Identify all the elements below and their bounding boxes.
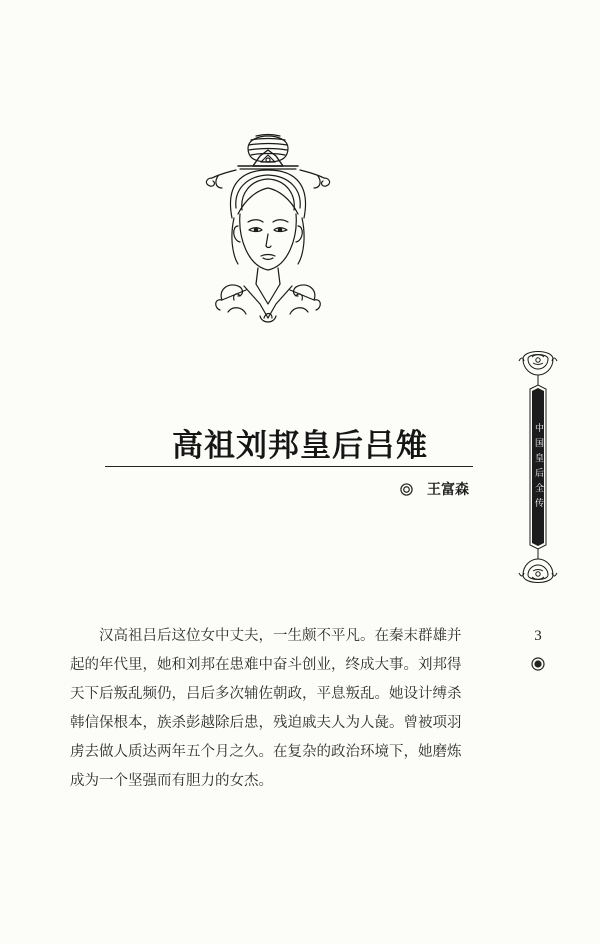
paragraph-line: 起的年代里，她和刘邦在患难中奋斗创业，终成大事。刘邦得 xyxy=(70,657,462,673)
series-tab-label: 中国皇后全传 xyxy=(533,423,543,513)
author-name: 王富森 xyxy=(427,482,469,498)
page-number: 3 xyxy=(534,628,542,644)
chapter-title: 高祖刘邦皇后吕雉 xyxy=(172,428,428,464)
paragraph-line: 韩信保根本，族杀彭越除后患，残迫戚夫人为人彘。曾被项羽 xyxy=(70,715,462,731)
page-dot-icon xyxy=(531,657,545,671)
intro-paragraph xyxy=(70,622,510,796)
double-circle-icon xyxy=(400,483,413,496)
paragraph-line: 虏去做人质达两年五个月之久。在复杂的政治环境下，她磨炼 xyxy=(70,744,462,760)
empress-portrait-icon xyxy=(198,118,338,328)
paragraph-line: 汉高祖吕后这位女中丈夫，一生颇不平凡。在秦末群雄并 xyxy=(99,628,462,644)
paragraph-line: 成为一个坚强而有胆力的女杰。 xyxy=(70,773,273,789)
title-divider xyxy=(105,466,473,467)
author-byline xyxy=(400,479,469,499)
paragraph-line: 天下后叛乱频仍，吕后多次辅佐朝政，平息叛乱。她设计缚杀 xyxy=(70,686,462,702)
